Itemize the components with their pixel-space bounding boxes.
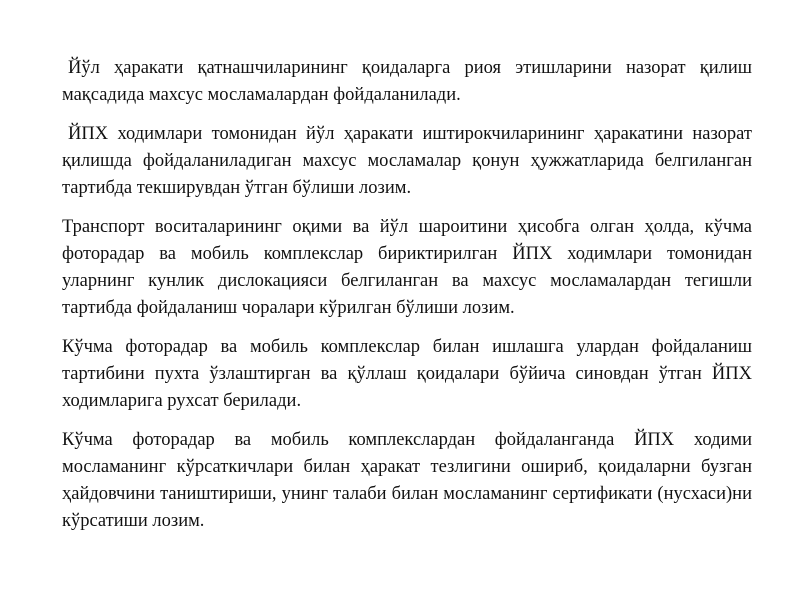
paragraph-1: Йўл ҳаракати қатнашчиларининг қоидаларга риоя этишларини назорат қилиш мақсадида махсус мосламалардан фойдаланилади.	[62, 58, 752, 105]
paragraph-2: ЙПХ ходимлари томонидан йўл ҳаракати иштирокчиларининг ҳаракатини назорат қилишда фойдаланиладиган махсус мосламалар қонун ҳужжатларида белгиланган тартибда текширувдан ўтган бўлиши лозим.	[62, 124, 752, 198]
document-body	[62, 55, 752, 547]
paragraph-5: Кўчма фоторадар ва мобиль комплекслардан фойдаланганда ЙПХ ходими мосламанинг кўрсаткичлари билан ҳаракат тезлигини ошириб, қоидаларни бузган ҳайдовчини таништириши, унинг талаби билан мосламанинг сертификати (нусхаси)ни кўрсатиши лозим.	[62, 430, 752, 531]
paragraph-3: Транспорт воситаларининг оқими ва йўл шароитини ҳисобга олган ҳолда, кўчма фоторадар ва мобиль комплекслар бириктирилган ЙПХ ходимлари томонидан уларнинг кунлик дислокацияси белгиланган ва махсус мосламалардан тегишли тартибда фойдаланиш чоралари кўрилган бўлиши лозим.	[62, 217, 752, 318]
paragraph-4: Кўчма фоторадар ва мобиль комплекслар билан ишлашга улардан фойдаланиш тартибини пухта ўзлаштирган ва қўллаш қоидалари бўйича синовдан ўтган ЙПХ ходимларига рухсат берилади.	[62, 337, 752, 411]
